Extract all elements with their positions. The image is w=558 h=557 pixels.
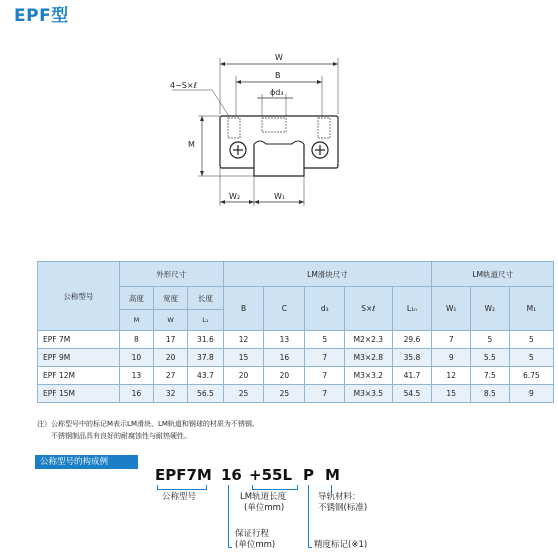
- table-cell: 35.8: [392, 349, 432, 367]
- symbol-m1: M₁: [509, 287, 553, 331]
- table-cell: 9: [432, 349, 471, 367]
- table-row: [38, 367, 554, 385]
- symbol-l1: L₁: [188, 310, 223, 331]
- table-cell: 54.5: [392, 385, 432, 403]
- sub-header-width: 宽度: [153, 287, 187, 310]
- symbol-l1n: L₁ₙ: [392, 287, 432, 331]
- sub-header-height: 高度: [119, 287, 153, 310]
- bracket-precision-foot: [308, 547, 312, 548]
- table-cell: 56.5: [188, 385, 223, 403]
- table-cell: 15: [223, 349, 264, 367]
- label-material-value: 不锈钢(标准): [318, 503, 368, 513]
- table-cell: 41.7: [392, 367, 432, 385]
- table-cell: 6.75: [509, 367, 553, 385]
- dim-b-label: B: [275, 71, 281, 80]
- dim-w2-label: W₂: [229, 192, 241, 201]
- cell-model: EPF 7M: [38, 331, 120, 349]
- bracket-rail-length: [252, 485, 298, 490]
- table-cell: 8.5: [471, 385, 510, 403]
- note-line-2: 不锈钢制品具有良好的耐腐蚀性与耐热硬性。: [51, 432, 191, 440]
- label-stroke-unit: (单位mm): [235, 540, 276, 550]
- symbol-b: B: [223, 287, 264, 331]
- table-cell: 13: [119, 367, 153, 385]
- table-row: [38, 349, 554, 367]
- group-header-rail: LM轨道尺寸: [432, 262, 554, 287]
- table-cell: M3×2.8: [345, 349, 393, 367]
- table-cell: M3×3.2: [345, 367, 393, 385]
- table-cell: M3×3.5: [345, 385, 393, 403]
- symbol-d3: d₃: [305, 287, 345, 331]
- table-cell: 5: [305, 331, 345, 349]
- table-cell: 37.8: [188, 349, 223, 367]
- bracket-model: [157, 485, 207, 490]
- label-rail-length-unit: (单位mm): [244, 503, 285, 513]
- table-cell: 12: [223, 331, 264, 349]
- table-cell: 5: [471, 331, 510, 349]
- bracket-precision-line: [308, 485, 309, 547]
- table-cell: 20: [223, 367, 264, 385]
- table-cell: 25: [223, 385, 264, 403]
- table-cell: 10: [119, 349, 153, 367]
- sub-header-length: 长度: [188, 287, 223, 310]
- table-cell: 7.5: [471, 367, 510, 385]
- cell-model: EPF 9M: [38, 349, 120, 367]
- table-cell: 29.6: [392, 331, 432, 349]
- table-cell: 15: [432, 385, 471, 403]
- symbol-w2: W₂: [471, 287, 510, 331]
- bracket-stroke-foot: [228, 547, 232, 548]
- note-line-1: 注）公称型号中的标记M表示LM滑块、LM轨道和钢球的材质为不锈钢。: [37, 420, 259, 428]
- table-cell: 13: [264, 331, 305, 349]
- table-cell: 5: [509, 349, 553, 367]
- dim-m-label: M: [188, 140, 195, 149]
- table-cell: 12: [432, 367, 471, 385]
- table-cell: 17: [153, 331, 187, 349]
- table-cell: 31.6: [188, 331, 223, 349]
- symbol-w: W: [153, 310, 187, 331]
- symbol-w1: W₁: [432, 287, 471, 331]
- table-cell: 9: [509, 385, 553, 403]
- table-cell: 7: [305, 385, 345, 403]
- page-title: EPF型: [14, 6, 69, 26]
- label-precision: 精度标记(※1): [314, 540, 368, 550]
- table-cell: 43.7: [188, 367, 223, 385]
- dim-d3-label: ϕd₃: [270, 88, 284, 97]
- dim-w1-label: W₁: [274, 192, 286, 201]
- code-model: EPF7M: [155, 466, 212, 484]
- epf-cross-section-drawing: [170, 46, 360, 211]
- symbol-sxl: S×ℓ: [345, 287, 393, 331]
- table-row: [38, 385, 554, 403]
- table-cell: 16: [264, 349, 305, 367]
- table-cell: 7: [305, 349, 345, 367]
- model-header: 公称型号: [38, 262, 120, 331]
- table-cell: 7: [305, 367, 345, 385]
- cell-model: EPF 12M: [38, 367, 120, 385]
- table-cell: 7: [432, 331, 471, 349]
- table-cell: 8: [119, 331, 153, 349]
- symbol-c: C: [264, 287, 305, 331]
- symbol-m: M: [119, 310, 153, 331]
- code-material: M: [325, 466, 340, 484]
- code-rail-length: +55L: [249, 466, 293, 484]
- table-cell: 32: [153, 385, 187, 403]
- table-cell: 5: [509, 331, 553, 349]
- cell-model: EPF 15M: [38, 385, 120, 403]
- label-model: 公称型号: [162, 492, 197, 502]
- table-cell: 20: [153, 349, 187, 367]
- table-cell: 16: [119, 385, 153, 403]
- dim-holes-label: 4−S×ℓ: [170, 81, 197, 90]
- bracket-stroke-line: [228, 485, 229, 547]
- dim-w-label: W: [275, 53, 283, 62]
- group-header-outer: 外形尺寸: [119, 262, 223, 287]
- table-cell: 25: [264, 385, 305, 403]
- example-banner: 公称型号的构成例: [35, 455, 138, 469]
- label-material: 导轨材料：: [318, 492, 361, 502]
- code-precision: P: [303, 466, 314, 484]
- label-stroke: 保证行程: [235, 529, 270, 539]
- table-cell: M2×2.3: [345, 331, 393, 349]
- specification-table: [37, 261, 554, 403]
- table-cell: 20: [264, 367, 305, 385]
- code-stroke: 16: [221, 466, 242, 484]
- table-cell: 27: [153, 367, 187, 385]
- table-cell: 5.5: [471, 349, 510, 367]
- label-rail-length: LM轨道长度: [240, 492, 287, 502]
- table-row: [38, 331, 554, 349]
- group-header-block: LM滑块尺寸: [223, 262, 432, 287]
